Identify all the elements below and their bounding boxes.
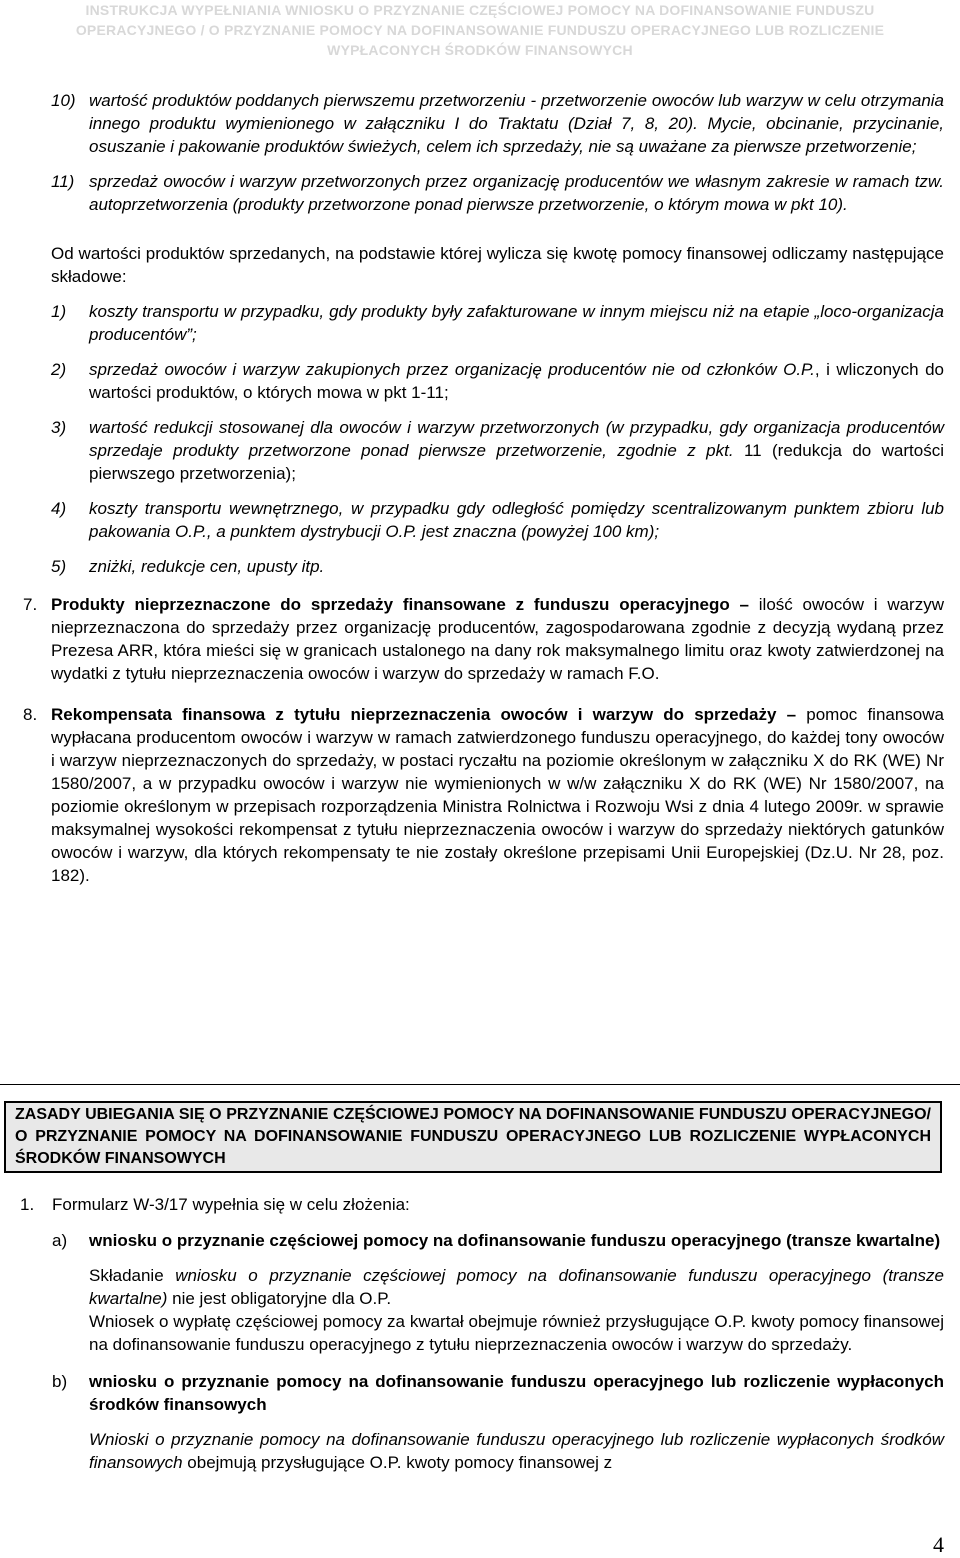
section-text: pomoc finansowa wypłacana producentom owoców i warzyw w ramach zatwierdzonego funduszu operacyjnego, do każdej tony owoców i warzyw nieprzeznaczonych do sprzedaży, w postaci ryczałtu na poziomie określonym w załączniku X do RK (WE) Nr 1580/2007, a w przypadku owoców i warzyw nie wymienionych w w/w załączniku X do RK (WE) Nr 1580/2007, na poziomie określonym w przepisach rozporządzenia Ministra Rolnictwa i Rozwoju Wsi z dnia 4 lutego 2009r. w sprawie maksymalnej wysokości rekompensat z tytułu nieprzeznaczenia owoców i warzyw do sprzedaży niektórych gatunków owoców i warzyw, dla których rekompensaty te nie zostały określone przepisami Unii Europejskiej (Dz.U. Nr 28, poz. 182). xyxy=(51,705,944,885)
list-item-10 xyxy=(51,89,944,158)
section-number: 7. xyxy=(23,595,38,614)
page-number: 4 xyxy=(933,1532,944,1557)
list-number: 10) xyxy=(51,91,76,110)
text-segment: obejmują przysługujące O.P. kwoty pomocy finansowej z xyxy=(182,1453,613,1472)
section-title: Rekompensata finansowa z tytułu nieprzeznaczenia owoców i warzyw do sprzedaży – xyxy=(51,705,797,724)
list-text: 11 (redukcja do wartości pierwszego przetworzenia); xyxy=(89,441,945,483)
list-text: , i wliczonych do wartości produktów, o których mowa w pkt 1-11; xyxy=(89,360,944,402)
deduction-item-2 xyxy=(51,358,944,404)
list-number: 1) xyxy=(51,302,67,321)
zasady-heading-box: ZASADY UBIEGANIA SIĘ O PRZYZNANIE CZĘŚCIOWEJ POMOCY NA DOFINANSOWANIE FUNDUSZU OPERACYJNEGO/ O PRZYZNANIE POMOCY NA DOFINANSOWANIE FUNDUSZU OPERACYJNEGO LUB ROZLICZENIE WYPŁACONYCH ŚRODKÓW FINANSOWYCH xyxy=(4,1101,942,1173)
text-segment: nie jest obligatoryjne dla O.P. xyxy=(167,1289,392,1308)
option-title: wniosku o przyznanie pomocy na dofinansowanie funduszu operacyjnego lub rozliczenie wypłaconych środków finansowych xyxy=(89,1372,944,1414)
option-b xyxy=(20,1370,944,1474)
option-letter: a) xyxy=(52,1231,68,1250)
section-divider xyxy=(0,1084,960,1085)
section-8 xyxy=(23,703,944,887)
header-line-2: OPERACYJNEGO / O PRZYZNANIE POMOCY NA DOFINANSOWANIE FUNDUSZU OPERACYJNEGO LUB ROZLICZENIE xyxy=(75,22,885,38)
point-1 xyxy=(20,1193,944,1216)
list-text: wartość produktów poddanych pierwszemu przetworzeniu - przetworzenie owoców lub warzyw w celu otrzymania innego produktu wymienionego w załączniku I do Traktatu (Dział 7, 8, 20). Mycie, obcinanie, przycinanie, osuszanie i pakowanie produktów świeżych, celem ich sprzedaży, nie są uważane za pierwsze przetworzenie; xyxy=(89,91,944,156)
option-paragraph-2: Wniosek o wypłatę częściowej pomocy za kwartał obejmuje również przysługujące O.P. kwoty pomocy finansowej na dofinansowanie funduszu operacyjnego z tytułu nieprzeznaczenia owoców i warzyw do sprzedaży. xyxy=(89,1312,944,1354)
page-header-banner xyxy=(0,0,960,60)
section-title: Produkty nieprzeznaczone do sprzedaży finansowane z funduszu operacyjnego xyxy=(51,595,730,614)
list-number: 3) xyxy=(51,418,67,437)
text-segment-italic: Wnioski o przyznanie pomocy na dofinansowanie funduszu operacyjnego lub rozliczenie wypłaconych środków finansowych xyxy=(89,1430,944,1472)
option-title: wniosku o przyznanie częściowej pomocy na dofinansowanie funduszu operacyjnego (transze kwartalne) xyxy=(89,1231,941,1250)
option-a xyxy=(20,1229,944,1356)
option-paragraph-1 xyxy=(89,1264,944,1310)
list-text: sprzedaż owoców i warzyw przetworzonych przez organizację producentów we własnym zakresie w ramach tzw. autoprzetworzenia (produkty przetworzone ponad pierwsze przetworzenie, o którym mowa w pkt 10). xyxy=(89,172,944,214)
section-number: 8. xyxy=(23,705,38,724)
list-number: 2) xyxy=(51,360,67,379)
document-body xyxy=(23,89,945,887)
list-number: 4) xyxy=(51,499,67,518)
zasady-body xyxy=(20,1193,944,1474)
text-segment-italic: wniosku o przyznanie częściowej pomocy na dofinansowanie funduszu operacyjnego (transze kwartalne) xyxy=(89,1266,944,1308)
list-number: 11) xyxy=(51,172,75,191)
list-item-11 xyxy=(51,170,944,216)
deduction-item-3 xyxy=(51,416,944,485)
list-text: zniżki, redukcje cen, upusty itp. xyxy=(89,557,325,576)
deduction-item-1 xyxy=(51,300,944,346)
list-text-italic: wartość redukcji stosowanej dla owoców i warzyw przetworzonych (w przypadku, gdy organizacja producentów sprzedaje produkty przetworzone ponad pierwsze przetworzenie, zgodnie z pkt. xyxy=(89,418,944,460)
list-number: 5) xyxy=(51,557,67,576)
deduction-item-4 xyxy=(51,497,944,543)
option-letter: b) xyxy=(52,1372,68,1391)
point-number: 1. xyxy=(20,1195,35,1214)
list-text: koszty transportu wewnętrznego, w przypadku gdy odległość pomiędzy scentralizowanym punktem zbioru lub pakowania O.P., a punktem dystrybucji O.P. jest znaczna (powyżej 100 km); xyxy=(89,499,944,541)
section-dash: – xyxy=(729,595,759,614)
list-text: koszty transportu w przypadku, gdy produkty były zafakturowane w innym miejscu niż na etapie „loco-organizacja producentów”; xyxy=(89,302,944,344)
header-line-3: WYPŁACONYCH ŚRODKÓW FINANSOWYCH xyxy=(327,42,633,58)
deduction-item-5 xyxy=(51,555,944,578)
section-7 xyxy=(23,593,944,685)
text-segment: Składanie xyxy=(89,1266,176,1285)
section-text: ilość owoców i warzyw nieprzeznaczona do sprzedaży przez organizację producentów, zagospodarowana zgodnie z decyzją wydaną przez Prezesa ARR, która mieści się w granicach ustalonego na dany rok maksymalnego limitu oraz kwoty zatwierdzonej na wydatki z tytułu nieprzeznaczenia owoców i warzyw do sprzedaży w ramach F.O. xyxy=(51,595,944,683)
deductions-intro: Od wartości produktów sprzedanych, na podstawie której wylicza się kwotę pomocy finansowej odliczamy następujące składowe: xyxy=(51,244,944,286)
header-line-1: INSTRUKCJA WYPEŁNIANIA WNIOSKU O PRZYZNANIE CZĘŚCIOWEJ POMOCY NA DOFINANSOWANIE FUNDUSZU xyxy=(85,2,875,18)
option-paragraph-1 xyxy=(89,1428,944,1474)
list-text-italic: sprzedaż owoców i warzyw zakupionych przez organizację producentów nie od członków O.P. xyxy=(89,360,815,379)
point-text: Formularz W-3/17 wypełnia się w celu złożenia: xyxy=(52,1195,410,1214)
